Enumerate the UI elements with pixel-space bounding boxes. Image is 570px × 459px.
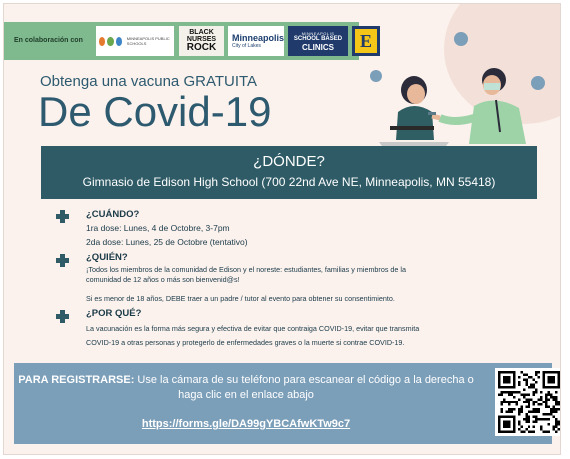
- plus-icon: [56, 210, 69, 223]
- where-heading: ¿DÓNDE?: [253, 153, 325, 170]
- who-line3: Si es menor de 18 años, DEBE traer a un padre / tutor al evento para obtener su consentimiento.: [86, 294, 395, 303]
- register-link[interactable]: https://forms.gle/DA99gYBCAfwKTw9c7: [141, 418, 351, 430]
- why-line2: COVID-19 a otras personas y protegerlo de enfermedades graves o la muerte si contrae COVID-19.: [86, 338, 405, 347]
- decorative-blob: [454, 32, 468, 46]
- black-nurses-rock-logo: BLACK NURSES ROCK: [179, 26, 224, 56]
- plus-icon: [56, 254, 69, 267]
- school-based-clinics-logo: MINNEAPOLIS SCHOOL BASED CLINICS: [288, 26, 348, 56]
- when-heading: ¿CUÁNDO?: [86, 209, 140, 220]
- plus-icon: [56, 310, 69, 323]
- subtitle: Obtenga una vacuna GRATUITA: [40, 73, 258, 90]
- register-section: [14, 363, 552, 444]
- register-label: PARA REGISTRARSE:: [18, 374, 135, 386]
- when-dose1: 1ra dose: Lunes, 4 de Octobre, 3-7pm: [86, 223, 230, 233]
- why-line1: La vacunación es la forma más segura y efectiva de evitar que contraiga COVID-19, evitar que transmita: [86, 324, 420, 333]
- city-of-minneapolis-logo: Minneapolis City of Lakes: [228, 26, 284, 56]
- page-title: De Covid-19: [38, 88, 272, 135]
- who-heading: ¿QUIÉN?: [86, 252, 128, 263]
- register-text: [14, 373, 478, 403]
- who-line1: ¡Todos los miembros de la comunidad de Edison y el noreste: estudiantes, familias y miembros de la: [86, 265, 406, 274]
- register-instruction: Use la cámara de su teléfono para escanear el código a la derecha o haga clic en el enlace abajo: [137, 374, 474, 401]
- qr-code[interactable]: [495, 368, 561, 436]
- who-line2: comunidad de 12 años o más son bienvenid@s!: [86, 275, 240, 284]
- vaccine-flyer: [3, 3, 561, 455]
- qr-code-graphic: [498, 371, 560, 433]
- edison-logo: E: [352, 26, 380, 56]
- partners-bar: [4, 22, 372, 60]
- partners-label: En colaboración con: [14, 37, 83, 44]
- why-heading: ¿POR QUÉ?: [86, 308, 142, 319]
- mps-logo: MINNEAPOLIS PUBLIC SCHOOLS: [96, 26, 174, 56]
- when-dose2: 2da dose: Lunes, 25 de Octobre (tentativo): [86, 237, 248, 247]
- vaccination-illustration: [374, 60, 544, 146]
- where-box: [41, 146, 537, 199]
- where-location: Gimnasio de Edison High School (700 22nd Ave NE, Minneapolis, MN 55418): [82, 175, 496, 189]
